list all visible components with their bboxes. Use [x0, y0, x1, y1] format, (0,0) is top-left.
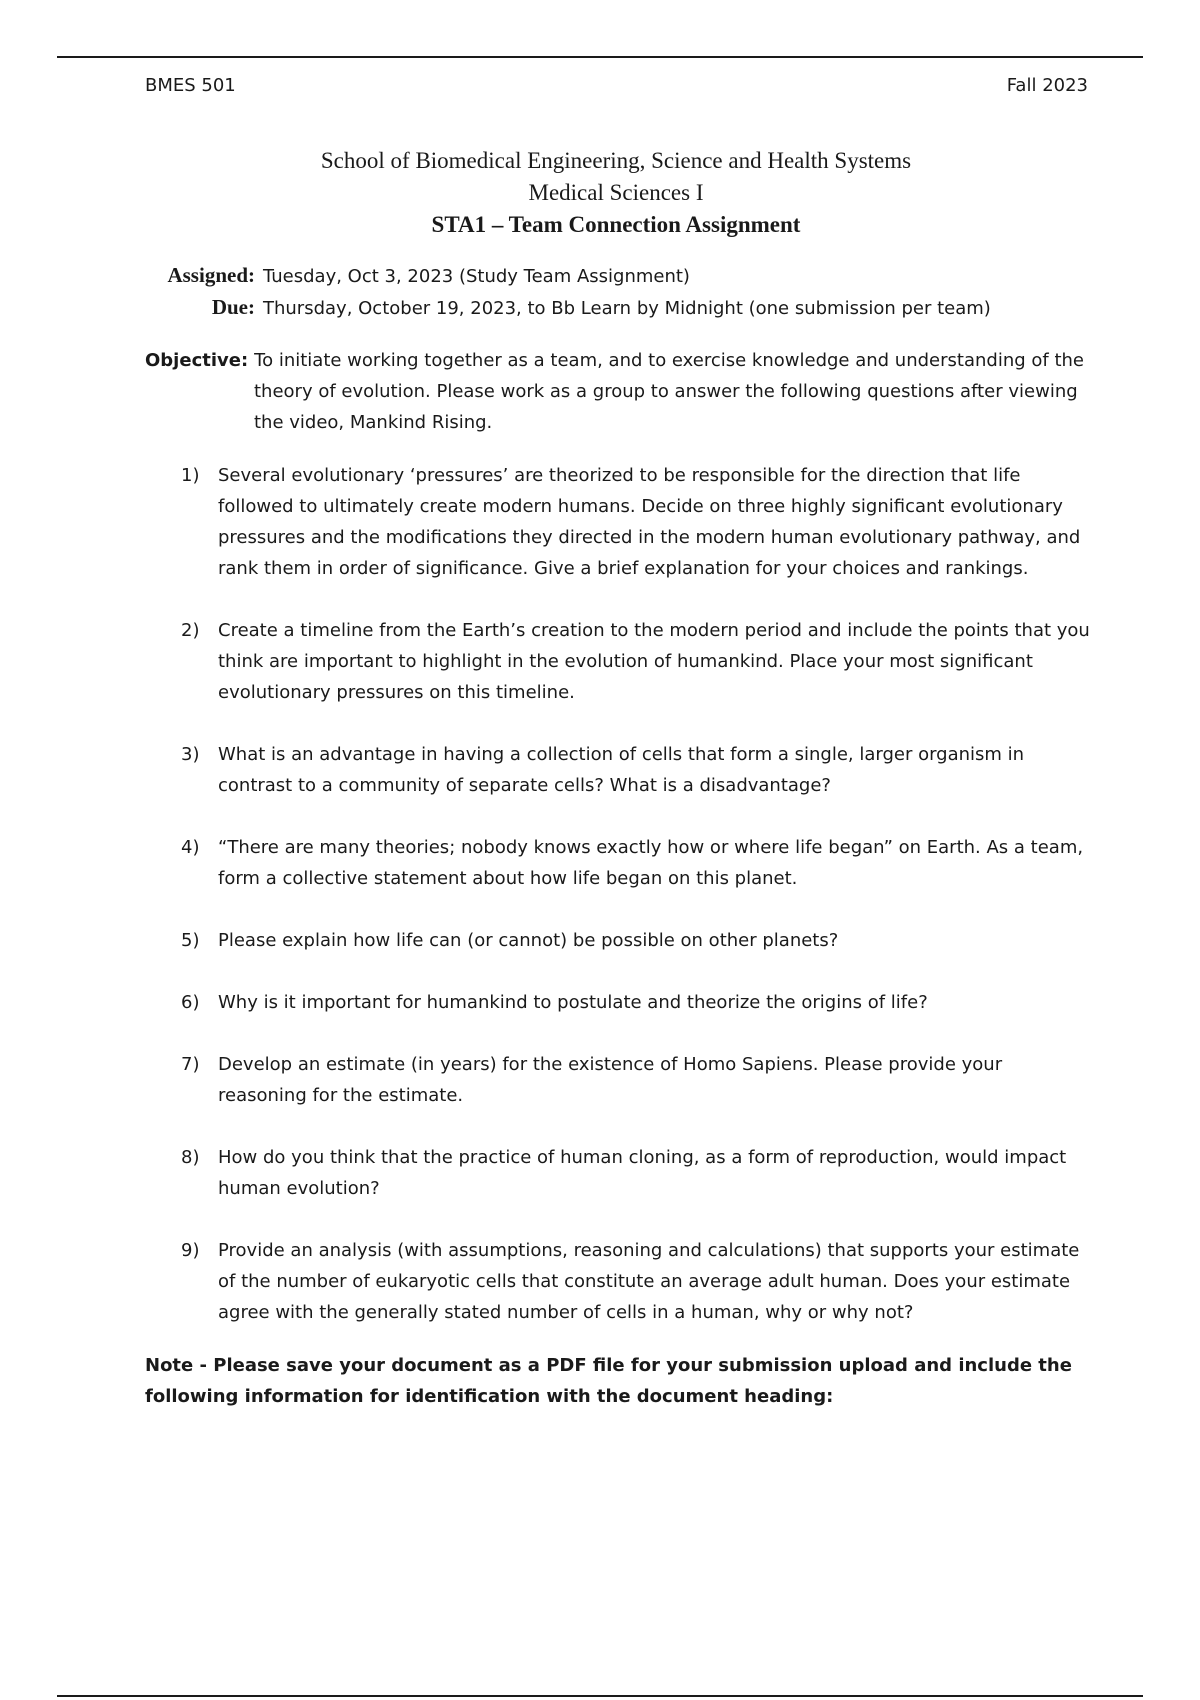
course-code: BMES 501 — [145, 75, 236, 96]
due-label: Due: — [211, 295, 255, 319]
question-item — [145, 615, 1095, 708]
question-number: 4) — [181, 837, 200, 858]
submission-note: Note - Please save your document as a PDF file for your submission upload and include the following information for identification with the document heading: — [145, 1355, 1072, 1407]
question-text: Provide an analysis (with assumptions, reasoning and calculations) that supports your estimate of the number of eukaryotic cells that constitute an average adult human. Does your estimate agree with the generally stated number of cells in a human, why or why not? — [218, 1240, 1080, 1323]
due-value: Thursday, October 19, 2023, to Bb Learn by Midnight (one submission per team) — [263, 298, 991, 319]
assigned-value: Tuesday, Oct 3, 2023 (Study Team Assignment) — [263, 266, 690, 287]
bottom-rule — [57, 1695, 1143, 1697]
question-number: 6) — [181, 992, 200, 1013]
question-item — [145, 460, 1095, 584]
assigned-label: Assigned: — [167, 263, 255, 287]
question-item — [145, 987, 1095, 1018]
assigned-row — [145, 263, 1095, 289]
question-text: What is an advantage in having a collection of cells that form a single, larger organism in contrast to a community of separate cells? What is a disadvantage? — [218, 744, 1025, 796]
due-row — [145, 295, 1095, 321]
objective-first-line — [145, 345, 1095, 376]
objective-label: Objective: — [145, 350, 249, 371]
question-text: Why is it important for humankind to postulate and theorize the origins of life? — [218, 992, 928, 1013]
question-number: 3) — [181, 744, 200, 765]
question-number: 8) — [181, 1147, 200, 1168]
question-item — [145, 739, 1095, 801]
course-name: Medical Sciences I — [528, 180, 704, 205]
question-item — [145, 1049, 1095, 1111]
question-number: 1) — [181, 465, 200, 486]
objective-first-text: To initiate working together as a team, and to exercise knowledge and understanding of the — [254, 350, 1084, 371]
question-text: Create a timeline from the Earth’s creation to the modern period and include the points that you think are important to highlight in the evolution of humankind. Place your most significant evolutionary pressures on this timeline. — [218, 620, 1090, 703]
question-text: Several evolutionary ‘pressures’ are theorized to be responsible for the direction that life followed to ultimately create modern humans. Decide on three highly significant evolutionary pressures and the modifications they directed in the modern human evolutionary pathway, and rank them in order of significance. Give a brief explanation for your choices and rankings. — [218, 465, 1081, 579]
question-number: 5) — [181, 930, 200, 951]
question-item — [145, 925, 1095, 956]
top-rule — [57, 56, 1143, 58]
question-text: How do you think that the practice of human cloning, as a form of reproduction, would impact human evolution? — [218, 1147, 1067, 1199]
question-item — [145, 1235, 1095, 1328]
question-text: Develop an estimate (in years) for the existence of Homo Sapiens. Please provide your reasoning for the estimate. — [218, 1054, 1003, 1106]
question-number: 7) — [181, 1054, 200, 1075]
question-item — [145, 832, 1095, 894]
question-list — [145, 460, 1095, 1359]
question-item — [145, 1142, 1095, 1204]
question-number: 9) — [181, 1240, 200, 1261]
question-number: 2) — [181, 620, 200, 641]
school-name: School of Biomedical Engineering, Science and Health Systems — [320, 148, 912, 173]
objective — [145, 345, 1095, 438]
question-text: “There are many theories; nobody knows exactly how or where life began” on Earth. As a team, form a collective statement about how life began on this planet. — [218, 837, 1084, 889]
term: Fall 2023 — [1006, 75, 1088, 96]
objective-rest: theory of evolution. Please work as a group to answer the following questions after viewing the video, Mankind Rising. — [254, 381, 1078, 433]
assignment-title: STA1 – Team Connection Assignment — [431, 212, 801, 237]
question-text: Please explain how life can (or cannot) be possible on other planets? — [218, 930, 839, 951]
title-block — [145, 145, 1087, 241]
